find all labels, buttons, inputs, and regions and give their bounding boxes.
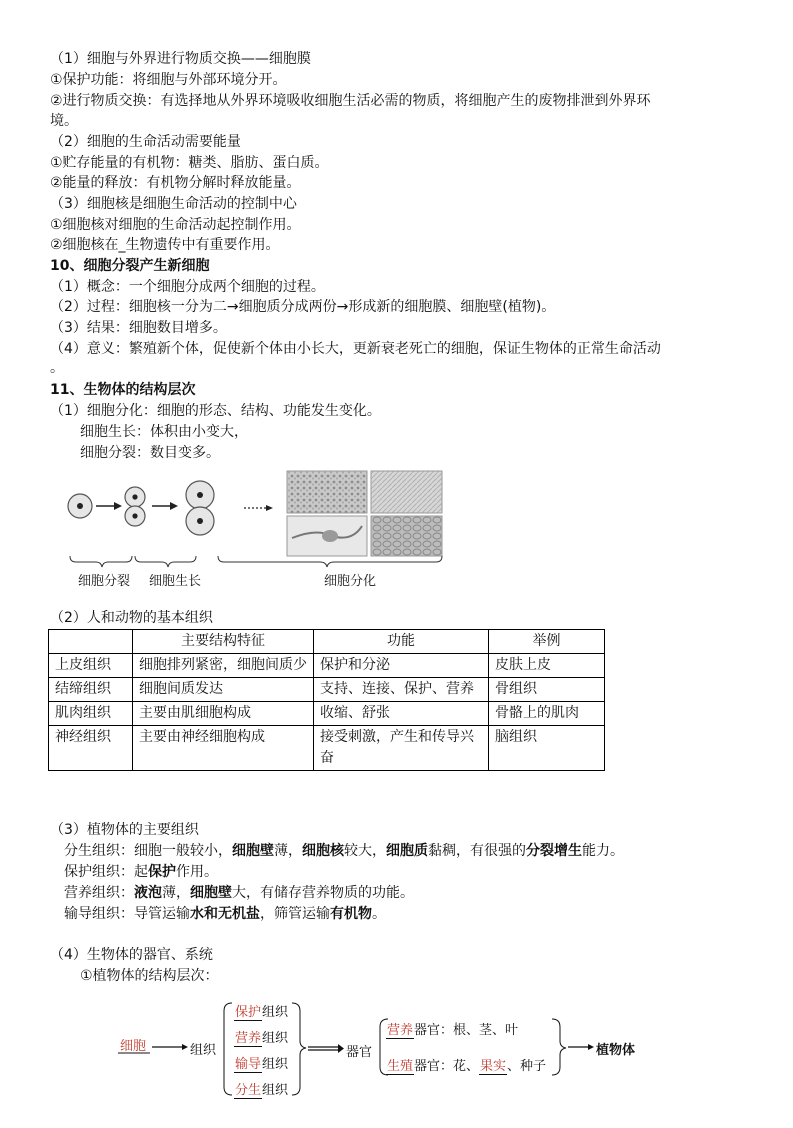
text-line: （3）结果：细胞数目增多。	[50, 320, 227, 336]
table-row	[49, 726, 605, 771]
plant-body-label: 植物体	[596, 1043, 636, 1058]
table-cell: 收缩、舒张	[314, 702, 489, 726]
text-line: ①细胞核对细胞的生命活动起控制作用。	[50, 217, 301, 233]
cell-division-figure	[62, 468, 452, 593]
table-cell: 皮肤上皮	[489, 654, 605, 678]
text-line: 。	[50, 360, 64, 376]
organ-desc: 、种子	[507, 1059, 547, 1074]
table-cell: 细胞排列紧密，细胞间质少	[133, 654, 314, 678]
text-span: 薄，	[274, 843, 302, 859]
table-header: 举例	[489, 630, 605, 654]
meristem-line	[64, 841, 624, 861]
text-span: 保护组织：起	[64, 864, 148, 880]
text-span: ，筛管运输	[260, 906, 330, 922]
organ-group-vegetative	[386, 1019, 518, 1038]
organ-term: 生殖	[387, 1059, 414, 1074]
table-cell: 结缔组织	[49, 678, 133, 702]
table-header	[49, 630, 133, 654]
table-cell: 肌肉组织	[49, 702, 133, 726]
text-line: ①贮存能量的有机物：糖类、脂肪、蛋白质。	[50, 155, 329, 171]
organ-term: 果实	[480, 1059, 507, 1074]
text-line: （3）细胞核是细胞生命活动的控制中心	[50, 196, 297, 212]
table-cell: 脑组织	[489, 726, 605, 771]
text-line: ②能量的释放：有机物分解时释放能量。	[50, 175, 301, 191]
text-line: ①植物体的结构层次：	[80, 968, 219, 984]
plant-hierarchy-diagram	[118, 997, 648, 1107]
section-heading: 10、细胞分裂产生新细胞	[50, 258, 210, 274]
bold-term: 细胞壁	[190, 885, 232, 901]
text-span: 黏稠，有很强的	[428, 843, 526, 859]
text-line: 细胞分裂：数目变多。	[80, 445, 220, 461]
table-row	[49, 654, 605, 678]
tissue-suffix: 组织	[262, 1031, 289, 1046]
text-line: ②细胞核在_生物遗传中有重要作用。	[50, 237, 280, 253]
caption-cell-growth: 细胞生长	[149, 574, 202, 589]
tissue-term: 分生	[235, 1083, 262, 1098]
table-cell: 主要由神经细胞构成	[133, 726, 314, 771]
text-line: ②进行物质交换：有选择地从外界环境吸收细胞生活必需的物质，将细胞产生的废物排泄到外界环	[50, 93, 651, 109]
text-line: （1）细胞分化：细胞的形态、结构、功能发生变化。	[50, 403, 381, 419]
tissue-term: 保护	[235, 1005, 262, 1020]
caption-cell-division: 细胞分裂	[78, 574, 131, 589]
protective-line	[64, 862, 218, 882]
bold-term: 水和无机盐	[190, 906, 260, 922]
organ-group-reproductive	[386, 1055, 546, 1074]
tissue-term: 输导	[235, 1057, 262, 1072]
cell-term: 细胞	[120, 1039, 147, 1054]
table-row	[49, 702, 605, 726]
text-span: 分生组织：细胞一般较小，	[64, 843, 232, 859]
tissue-suffix: 组织	[262, 1057, 289, 1072]
bold-term: 液泡	[134, 885, 162, 901]
text-span: 薄，	[162, 885, 190, 901]
tissue-nutritive	[234, 1027, 288, 1046]
text-span: 较大，	[344, 843, 386, 859]
table-header: 功能	[314, 630, 489, 654]
conductive-line	[64, 904, 386, 924]
organ-desc: 器官：根、茎、叶	[414, 1023, 519, 1038]
table-cell: 接受刺激，产生和传导兴奋	[314, 726, 489, 771]
tissue-meristem	[234, 1079, 288, 1098]
text-line: ①保护功能：将细胞与外部环境分开。	[50, 72, 287, 88]
text-span: 作用。	[176, 864, 218, 880]
tissue-suffix: 组织	[262, 1005, 289, 1020]
organ-term: 营养	[387, 1023, 414, 1038]
table-cell: 上皮组织	[49, 654, 133, 678]
text-span: 输导组织：导管运输	[64, 906, 190, 922]
text-span: 。	[372, 906, 386, 922]
nutritive-line	[64, 883, 414, 903]
table-cell: 主要由肌细胞构成	[133, 702, 314, 726]
text-line: （2）细胞的生命活动需要能量	[50, 134, 241, 150]
text-line: （2）人和动物的基本组织	[50, 610, 213, 626]
tissue-conductive	[234, 1053, 288, 1072]
organ-desc: 器官：花、	[414, 1059, 480, 1074]
tissue-table	[48, 629, 605, 771]
tissue-word: 组织	[190, 1043, 217, 1058]
tissue-protective	[234, 1001, 288, 1020]
table-cell: 骨骼上的肌肉	[489, 702, 605, 726]
table-cell: 保护和分泌	[314, 654, 489, 678]
text-span: 大，有储存营养物质的功能。	[232, 885, 414, 901]
bold-term: 细胞壁	[232, 843, 274, 859]
table-row	[49, 678, 605, 702]
text-line: （3）植物体的主要组织	[50, 822, 199, 838]
section-heading: 11、生物体的结构层次	[50, 382, 196, 398]
tissue-term: 营养	[235, 1031, 262, 1046]
table-header: 主要结构特征	[133, 630, 314, 654]
text-span: 能力。	[582, 843, 624, 859]
text-line: （4）生物体的器官、系统	[50, 947, 213, 963]
table-header-row	[49, 630, 605, 654]
text-line: （2）过程：细胞核一分为二→细胞质分成两份→形成新的细胞膜、细胞壁(植物)。	[50, 299, 556, 315]
text-span: 营养组织：	[64, 885, 134, 901]
table-cell: 神经组织	[49, 726, 133, 771]
table-cell: 细胞间质发达	[133, 678, 314, 702]
text-line: 细胞生长：体积由小变大，	[80, 424, 248, 440]
bold-term: 保护	[148, 864, 176, 880]
text-line: （4）意义：繁殖新个体，促使新个体由小长大，更新衰老死亡的细胞，保证生物体的正常生命活动	[50, 341, 661, 357]
table-cell: 骨组织	[489, 678, 605, 702]
text-line: （1）概念：一个细胞分成两个细胞的过程。	[50, 279, 325, 295]
caption-cell-differentiation: 细胞分化	[324, 574, 377, 589]
organ-word: 器官	[346, 1045, 373, 1060]
text-line: 境。	[50, 113, 78, 129]
bold-term: 分裂增生	[526, 843, 582, 859]
text-line: （1）细胞与外界进行物质交换——细胞膜	[50, 51, 311, 67]
bold-term: 细胞质	[386, 843, 428, 859]
tissue-suffix: 组织	[262, 1083, 289, 1098]
table-cell: 支持、连接、保护、营养	[314, 678, 489, 702]
bold-term: 有机物	[330, 906, 372, 922]
bold-term: 细胞核	[302, 843, 344, 859]
